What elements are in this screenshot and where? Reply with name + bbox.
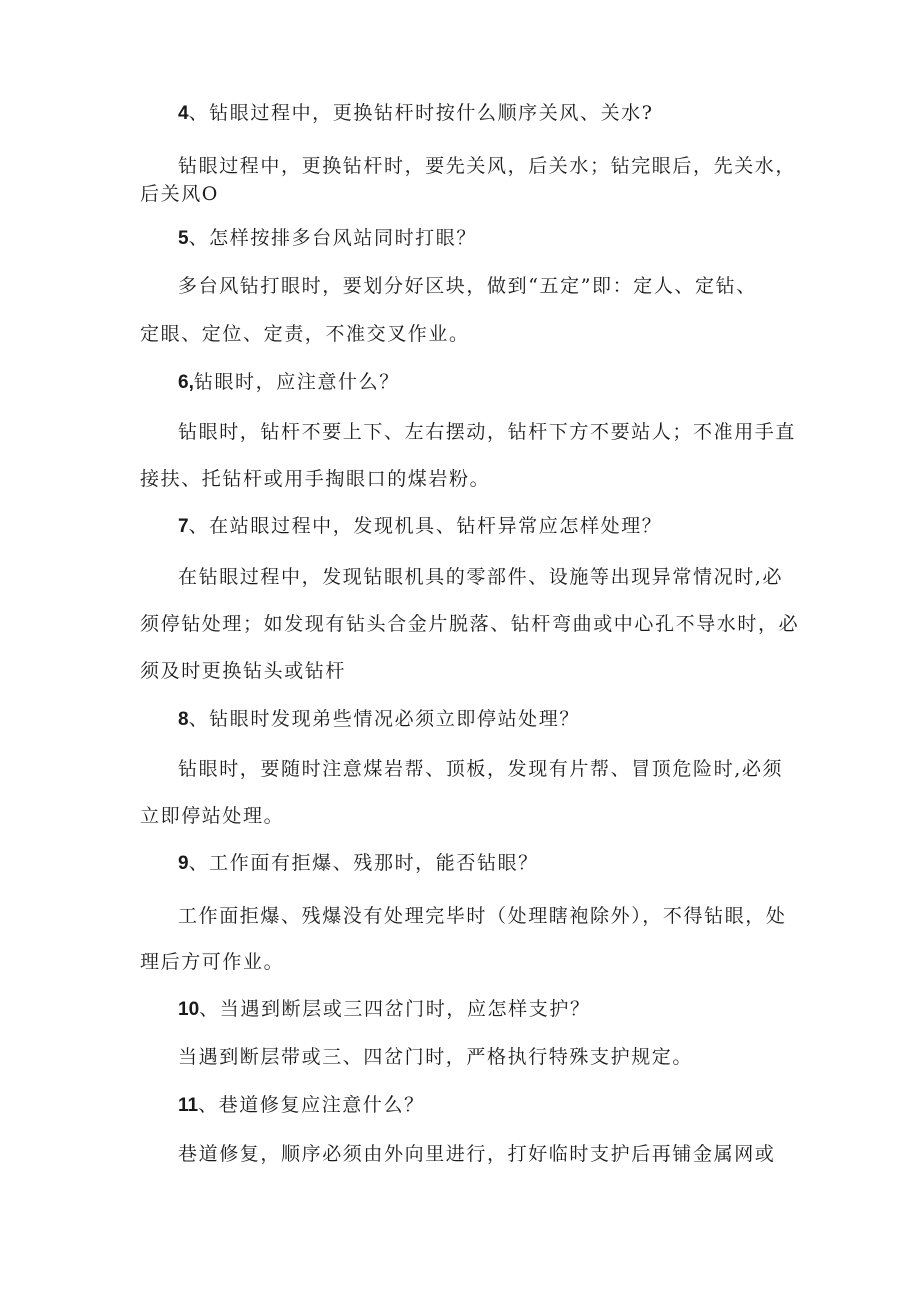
answer-4-line-1: 钻眼过程中，更换钻杆时，要先关风，后关水；钻完眼后，先关水，: [178, 155, 797, 177]
answer-6-line-2: 接扶、托钻杆或用手掏眼口的煤岩粉。: [140, 468, 491, 490]
answer-4-line-2: 后关风O: [140, 183, 219, 205]
question-text: 、巷道修复应注意什么？: [198, 1094, 425, 1116]
question-number: 9: [178, 853, 189, 874]
question-number: 5: [178, 228, 189, 249]
answer-5-line-2: 定眼、定位、定责，不准交叉作业。: [140, 323, 470, 345]
question-10: [178, 997, 591, 1022]
question-text: 、工作面有拒爆、残那时，能否钻眼？: [188, 852, 539, 874]
question-number: 11: [178, 1095, 199, 1116]
answer-8-line-1: 钻眼时，要随时注意煤岩帮、顶板，发现有片帮、冒顶危险时,必须: [178, 758, 784, 780]
question-text: 、当遇到断层或三四岔门时，应怎样支护？: [199, 998, 591, 1020]
question-6: [178, 370, 400, 395]
answer-7-line-3: 须及时更换钻头或钻杆: [140, 660, 347, 682]
answer-10-line-1: 当遇到断层带或三、四岔门时，严格执行特殊支护规定。: [178, 1046, 694, 1068]
question-number: 4: [178, 103, 189, 124]
question-9: [178, 851, 539, 876]
question-11: [178, 1093, 425, 1118]
answer-9-line-2: 理后方可作业。: [140, 951, 285, 973]
answer-9-line-1: 工作面拒爆、残爆没有处理完毕时（处理瞎袍除外），不得钻眼，处: [178, 905, 787, 927]
question-text: 、怎样按排多台风站同时打眼？: [188, 227, 477, 249]
question-8: [178, 707, 580, 732]
question-number: 8: [178, 709, 189, 730]
question-number: 7: [178, 516, 189, 537]
question-number: 10: [178, 999, 200, 1020]
question-text: 、钻眼时发现弟些情况必须立即停站处理？: [188, 708, 580, 730]
answer-7-line-2: 须停钻处理；如发现有钻头合金片脱落、钻杆弯曲或中心孔不导水时，必: [140, 613, 800, 635]
question-5: [178, 226, 477, 251]
answer-11-line-1: 巷道修复，顺序必须由外向里进行，打好临时支护后再铺金属网或: [178, 1143, 776, 1165]
question-number: 6,: [178, 372, 194, 393]
question-text: 、钻眼过程中，更换钻杆时按什么顺序关风、关水?: [188, 102, 654, 124]
answer-6-line-1: 钻眼时，钻杆不要上下、左右摆动，钻杆下方不要站人；不准用手直: [178, 421, 797, 443]
question-text: 、在站眼过程中，发现机具、钻杆异常应怎样处理？: [188, 515, 663, 537]
answer-8-line-2: 立即停站处理。: [140, 805, 285, 827]
question-4: [178, 101, 654, 126]
answer-5-line-1: 多台风钻打眼时，要划分好区块，做到“五定”即：定人、定钻、: [178, 275, 757, 297]
question-7: [178, 514, 662, 539]
question-text: 钻眼时，应注意什么？: [193, 371, 400, 393]
answer-7-line-1: 在钻眼过程中，发现钻眼机具的零部件、设施等出现异常情况时,必: [178, 566, 784, 588]
